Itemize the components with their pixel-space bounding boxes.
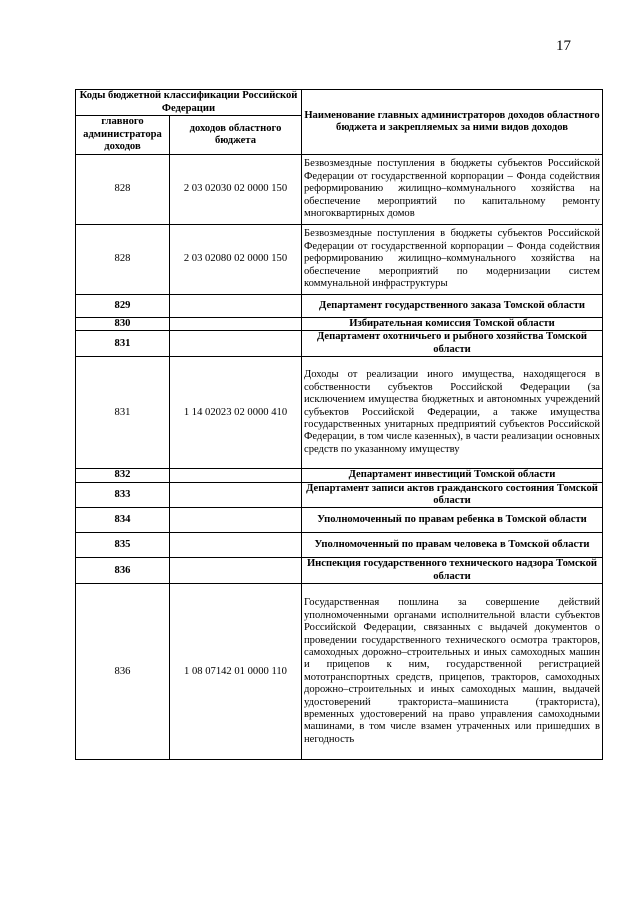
income-description-cell: Доходы от реализации иного имущества, находящегося в собственности субъектов Российской Федерации (за исключением имущества бюджетных и автономных учреждений субъектов Российской Федерации, а также имущества государственных унитарных предприятий субъектов Российской Федерации, в том числе казенных), в части реализации основных средств по указанному имуществу bbox=[302, 357, 603, 469]
admin-code-cell: 831 bbox=[76, 357, 170, 469]
department-name-cell: Уполномоченный по правам ребенка в Томской области bbox=[302, 508, 603, 533]
income-row bbox=[76, 155, 603, 225]
income-code-cell bbox=[170, 533, 302, 558]
department-name-cell: Избирательная комиссия Томской области bbox=[302, 318, 603, 331]
admin-code-cell: 836 bbox=[76, 558, 170, 584]
admin-code-cell: 835 bbox=[76, 533, 170, 558]
income-description-cell: Безвозмездные поступления в бюджеты субъектов Российской Федерации от государственной корпорации – Фонда содействия реформированию жилищно–коммунального хозяйства на обеспечение мероприятий по модернизации систем коммунальной инфраструктуры bbox=[302, 225, 603, 295]
income-code-cell bbox=[170, 469, 302, 482]
admin-code-cell: 836 bbox=[76, 584, 170, 760]
income-row bbox=[76, 225, 603, 295]
department-row bbox=[76, 295, 603, 318]
name-column-header: Наименование главных администраторов доходов областного бюджета и закрепляемых за ними видов доходов bbox=[302, 90, 603, 155]
admin-code-cell: 833 bbox=[76, 482, 170, 508]
admin-code-cell: 832 bbox=[76, 469, 170, 482]
admin-code-cell: 834 bbox=[76, 508, 170, 533]
page-number: 17 bbox=[556, 38, 571, 54]
department-row bbox=[76, 469, 603, 482]
admin-code-column-header: главного администратора доходов bbox=[76, 116, 170, 155]
income-code-cell: 2 03 02080 02 0000 150 bbox=[170, 225, 302, 295]
department-row bbox=[76, 508, 603, 533]
income-description-cell: Государственная пошлина за совершение действий уполномоченными органами исполнительной власти субъектов Российской Федерации, связанных с выдачей документов о проведении государственного технического осмотра тракторов, самоходных дорожно–строительных и иных самоходных машин и прицепов к ним, государственной регистрацией мототранспортных средств, прицепов, тракторов, самоходных дорожно–строительных и иных самоходных машин, выдачей удостоверений тракториста–машиниста (тракториста), временных удостоверений на право управления самоходными машинами, в том числе взамен утраченных или пришедших в негодность bbox=[302, 584, 603, 760]
department-name-cell: Инспекция государственного технического надзора Томской области bbox=[302, 558, 603, 584]
admin-code-cell: 828 bbox=[76, 155, 170, 225]
income-code-cell bbox=[170, 331, 302, 357]
codes-group-header: Коды бюджетной классификации Российской Федерации bbox=[76, 90, 302, 116]
department-name-cell: Департамент государственного заказа Томской области bbox=[302, 295, 603, 318]
income-code-cell bbox=[170, 508, 302, 533]
admin-code-cell: 830 bbox=[76, 318, 170, 331]
admin-code-cell: 831 bbox=[76, 331, 170, 357]
department-name-cell: Департамент охотничьего и рыбного хозяйства Томской области bbox=[302, 331, 603, 357]
income-code-cell: 2 03 02030 02 0000 150 bbox=[170, 155, 302, 225]
income-code-cell bbox=[170, 482, 302, 508]
department-name-cell: Департамент инвестиций Томской области bbox=[302, 469, 603, 482]
department-row bbox=[76, 331, 603, 357]
department-row bbox=[76, 318, 603, 331]
department-name-cell: Уполномоченный по правам человека в Томской области bbox=[302, 533, 603, 558]
income-row bbox=[76, 584, 603, 760]
income-code-cell: 1 08 07142 01 0000 110 bbox=[170, 584, 302, 760]
income-code-cell bbox=[170, 558, 302, 584]
income-code-column-header: доходов областного бюджета bbox=[170, 116, 302, 155]
income-row bbox=[76, 357, 603, 469]
income-description-cell: Безвозмездные поступления в бюджеты субъектов Российской Федерации от государственной корпорации – Фонда содействия реформированию жилищно–коммунального хозяйства на обеспечение мероприятий по капитальному ремонту многоквартирных домов bbox=[302, 155, 603, 225]
admin-code-cell: 828 bbox=[76, 225, 170, 295]
income-code-cell: 1 14 02023 02 0000 410 bbox=[170, 357, 302, 469]
admin-code-cell: 829 bbox=[76, 295, 170, 318]
department-row bbox=[76, 558, 603, 584]
department-row bbox=[76, 533, 603, 558]
department-name-cell: Департамент записи актов гражданского состояния Томской области bbox=[302, 482, 603, 508]
budget-classification-table bbox=[75, 89, 603, 760]
income-code-cell bbox=[170, 295, 302, 318]
department-row bbox=[76, 482, 603, 508]
income-code-cell bbox=[170, 318, 302, 331]
table-body bbox=[76, 155, 603, 760]
